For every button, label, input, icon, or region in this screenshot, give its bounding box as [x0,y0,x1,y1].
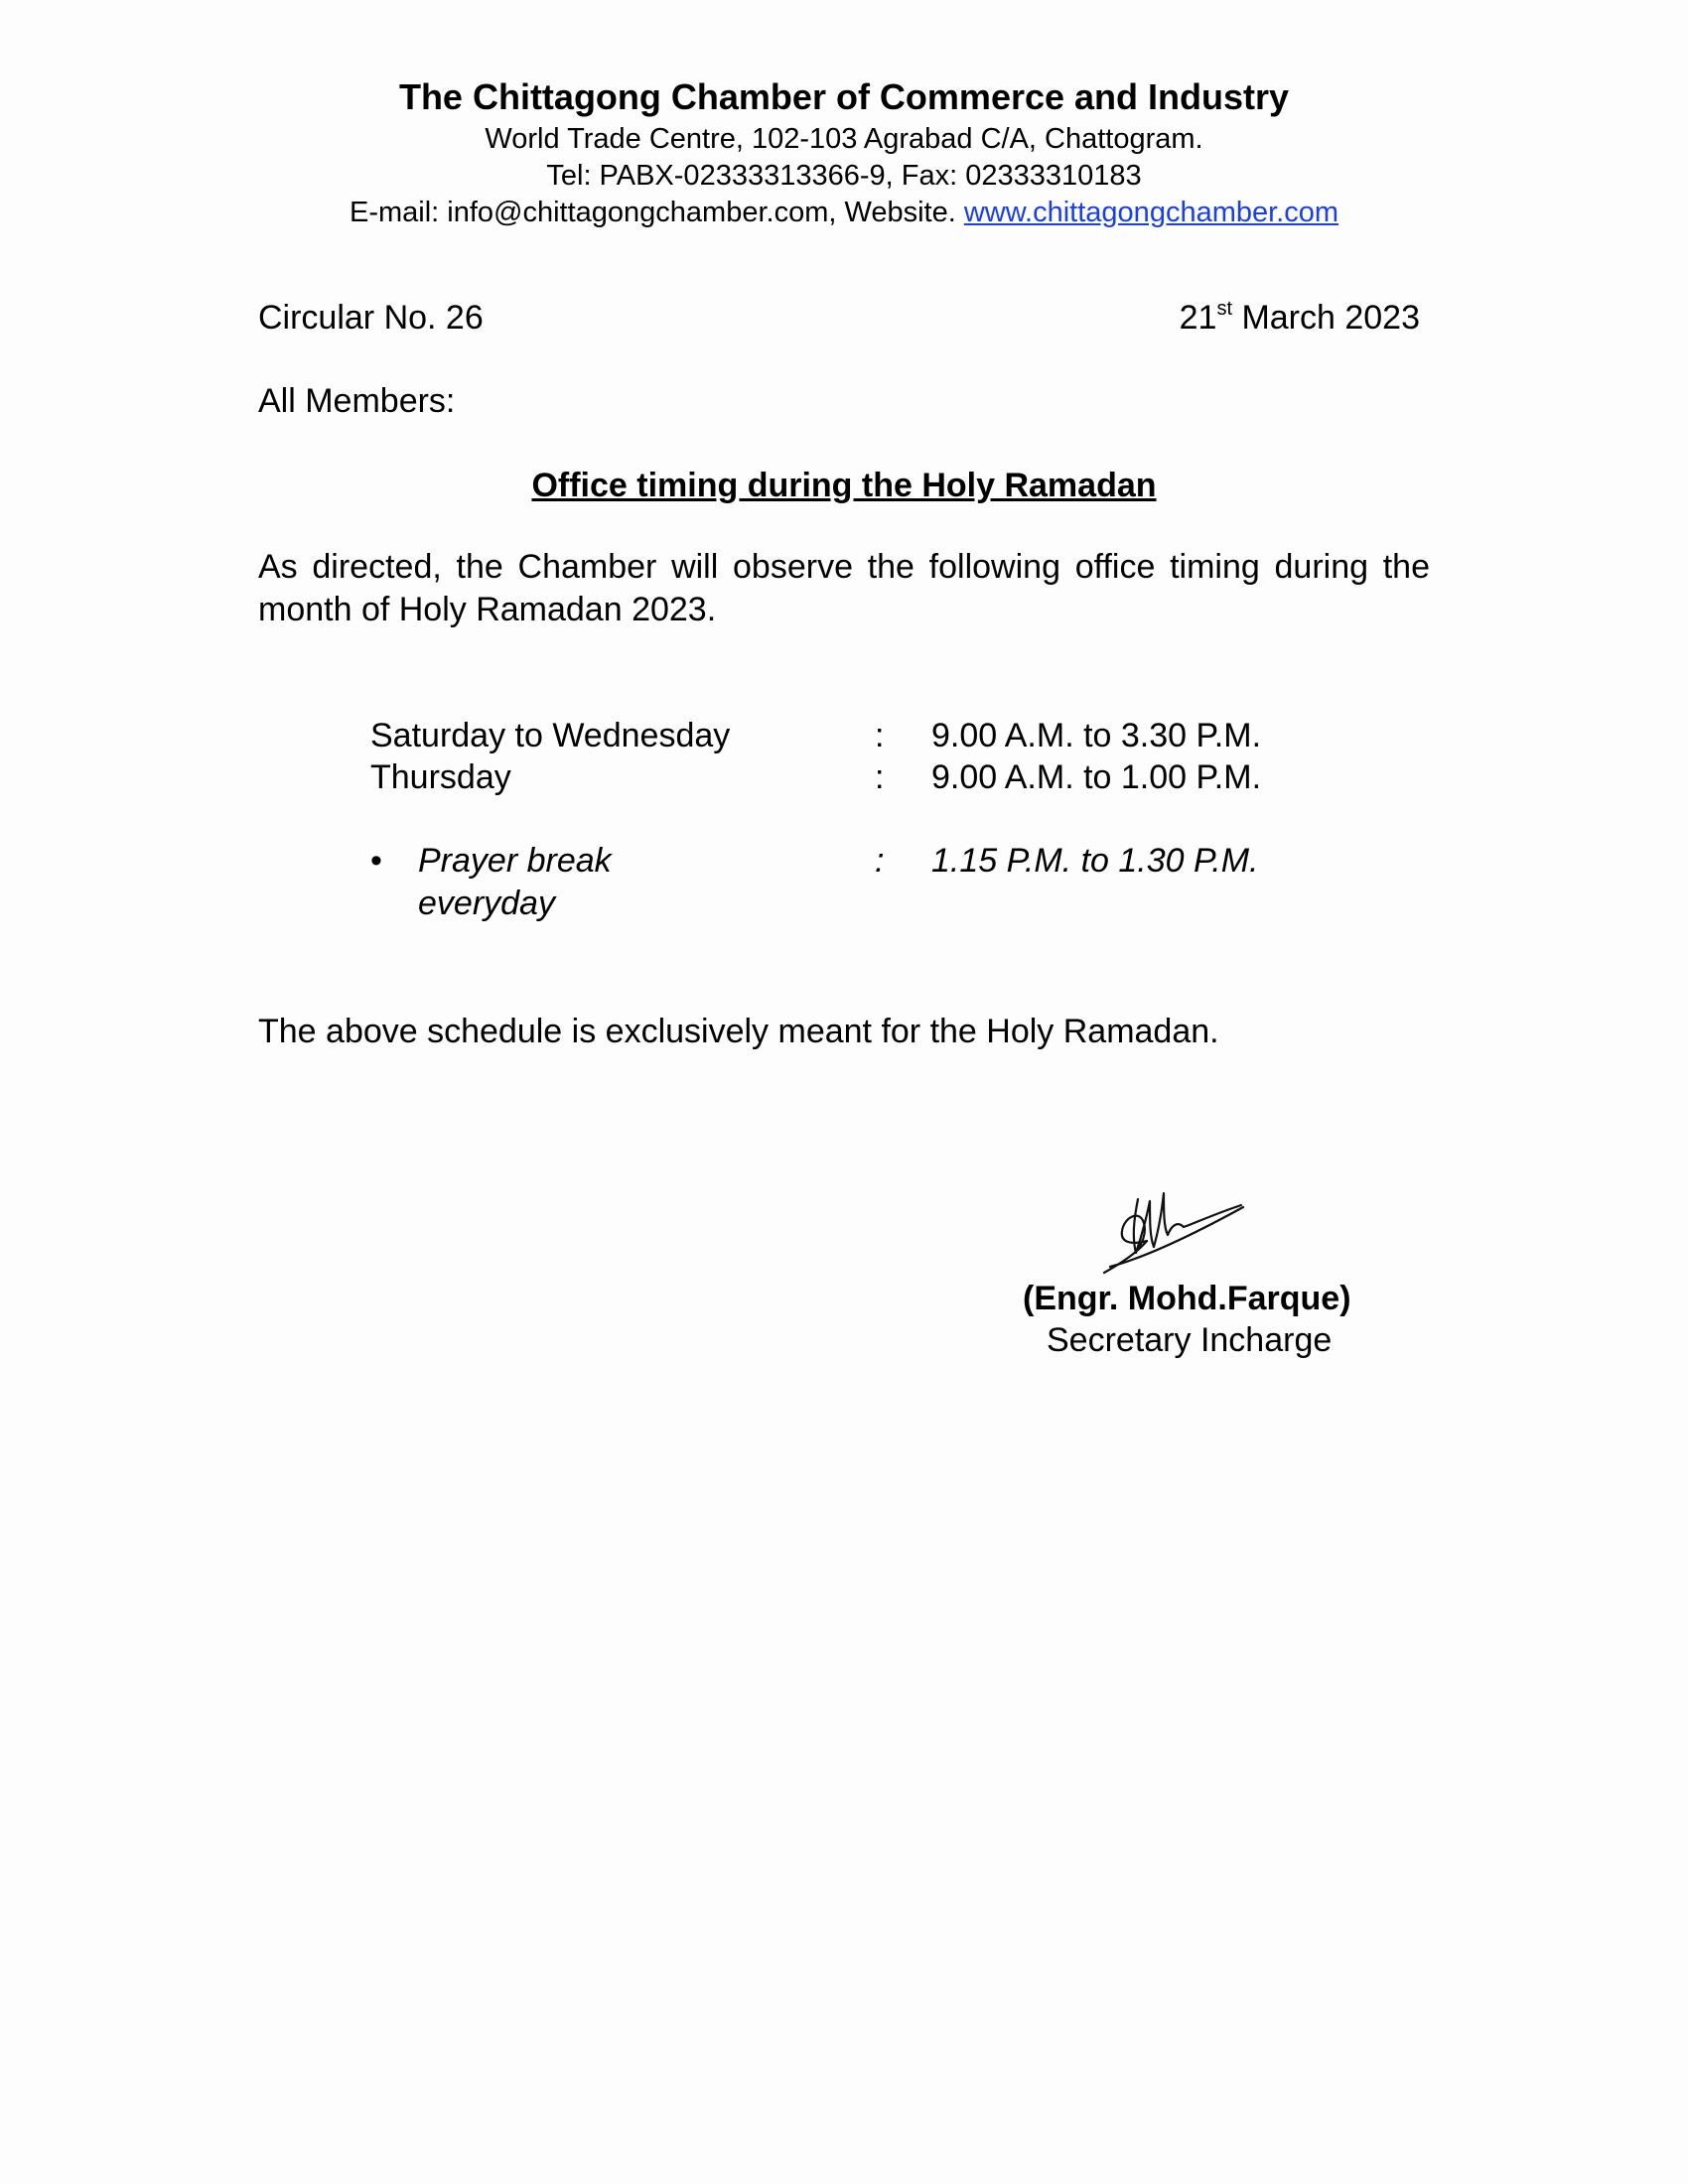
prayer-break-row [370,840,1363,929]
organization-address: World Trade Centre, 102-103 Agrabad C/A, Chattogram. [485,123,1203,155]
closing-statement: The above schedule is exclusively meant for the Holy Ramadan. [258,1013,1219,1050]
circular-number: Circular No. 26 [258,299,484,337]
circular-date [1180,295,1420,341]
schedule-row [370,714,1363,757]
salutation: All Members: [258,382,456,420]
schedule-time: 9.00 A.M. to 1.00 P.M. [931,758,1262,796]
schedule-separator: : [875,717,885,754]
circular-meta [258,295,1420,341]
letterhead [0,73,1688,231]
prayer-break-label: Prayer break everyday [418,842,612,922]
bullet-icon: • [370,842,382,880]
subject-heading: Office timing during the Holy Ramadan [531,467,1157,504]
organization-phone-fax: Tel: PABX-02333313366-9, Fax: 02333310183 [546,160,1142,192]
website-link[interactable]: www.chittagongchamber.com [963,197,1339,228]
prayer-break-separator: : [875,842,885,880]
date-month-year: March 2023 [1232,299,1420,337]
body-paragraph: As directed, the Chamber will observe the following office timing during the month of Holy Ramadan 2023. [258,548,1430,628]
organization-email-website [0,195,1688,231]
schedule-days: Thursday [370,758,511,796]
schedule-row [370,755,1363,799]
handwritten-signature [1092,1171,1251,1281]
schedule-separator: : [875,758,885,796]
signatory-title: Secretary Incharge [1047,1321,1333,1359]
prayer-break-time: 1.15 P.M. to 1.30 P.M. [931,842,1259,880]
organization-name: The Chittagong Chamber of Commerce and Industry [398,76,1290,117]
signatory-name: (Engr. Mohd.Farque) [1023,1280,1351,1317]
date-day: 21 [1179,299,1217,337]
schedule-time: 9.00 A.M. to 3.30 P.M. [931,717,1262,754]
schedule-days: Saturday to Wednesday [370,717,731,754]
email-text: E-mail: info@chittagongchamber.com, Website. [349,197,964,228]
date-ordinal-suffix: st [1216,298,1232,320]
